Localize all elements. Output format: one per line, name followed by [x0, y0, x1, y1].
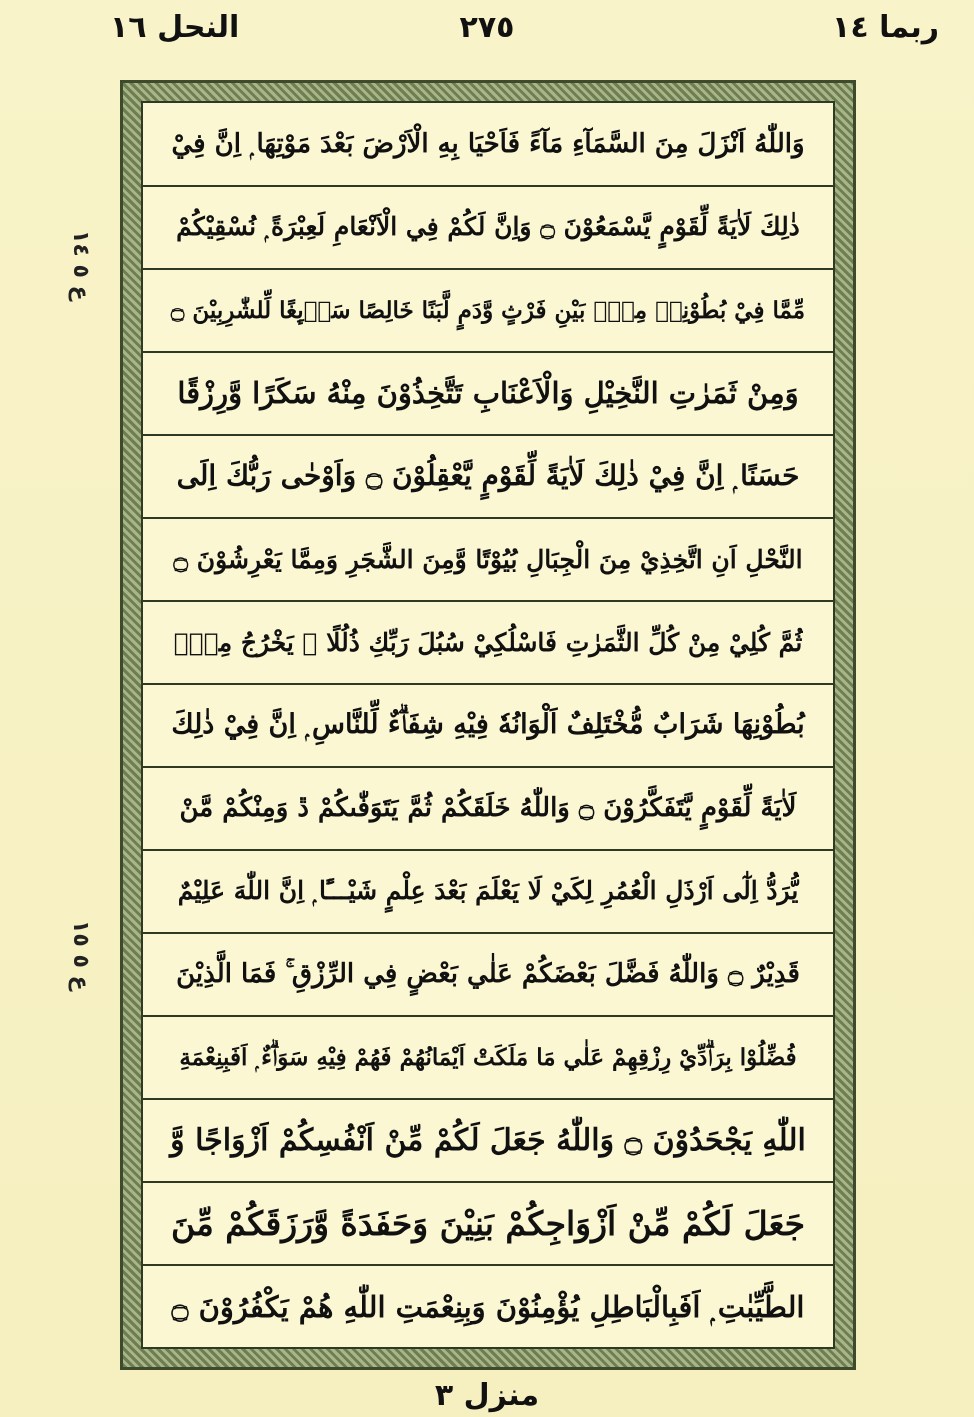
text-line: وَمِنْ ثَمَرٰتِ النَّخِيْلِ وَالْاَعْنَابِ تَتَّخِذُوْنَ مِنْهُ سَكَرًا وَّرِزْقًا [143, 352, 833, 436]
text-line: بُطُوْنِهَا شَرَابٌ مُّخْتَلِفٌ اَلْوَانُهٗ فِيْهِ شِفَاۗءٌ لِّلنَّاسِ ۭ اِنَّ فِيْ ذٰلِكَ [143, 684, 833, 768]
ruku-mark-upper: ع ٥ ١٤ [68, 230, 93, 301]
text-line: ثُمَّ كُلِيْ مِنْ كُلِّ الثَّمَرٰتِ فَاسْلُكِيْ سُبُلَ رَبِّكِ ذُلُلًا ۭ يَخْرُجُ مِنْۢ [143, 601, 833, 685]
ruku-mark-lower: ع ٥ ١٥ [68, 920, 93, 991]
text-line: وَاللّٰهُ اَنْزَلَ مِنَ السَّمَآءِ مَآءً فَاَحْيَا بِهِ الْاَرْضَ بَعْدَ مَوْتِهَا ۭ اِنَّ فِيْ [143, 103, 833, 187]
manzil-footer: منزل ٣ [434, 1378, 540, 1413]
text-line: قَدِيْرٌ ۝ وَاللّٰهُ فَضَّلَ بَعْضَكُمْ عَلٰي بَعْضٍ فِي الرِّزْقِ ۚ فَمَا الَّذِيْنَ [143, 933, 833, 1017]
text-line: الطَّيِّبٰتِ ۭ اَفَبِالْبَاطِلِ يُؤْمِنُوْنَ وَبِنِعْمَتِ اللّٰهِ هُمْ يَكْفُرُوْنَ ۝ [171, 1289, 805, 1324]
text-line: اللّٰهِ يَجْحَدُوْنَ ۝ وَاللّٰهُ جَعَلَ لَكُمْ مِّنْ اَنْفُسِكُمْ اَزْوَاجًا وَّ [143, 1099, 833, 1183]
text-line: يُّرَدُّ اِلٰٓى اَرْذَلِ الْعُمُرِ لِكَيْ لَا يَعْلَمَ بَعْدَ عِلْمٍ شَيْـــًٔا ۭ اِنَّ اللّٰهَ عَلِيْمٌ [143, 850, 833, 934]
page-number: ٢٧٥ [459, 10, 515, 45]
ornamental-border [120, 80, 856, 1370]
text-line: النَّحْلِ اَنِ اتَّخِذِيْ مِنَ الْجِبَالِ بُيُوْتًا وَّمِنَ الشَّجَرِ وَمِمَّا يَعْرِشُوْنَ ۝ [143, 518, 833, 602]
text-line: فُضِّلُوْا بِرَاۗدِّيْ رِزْقِهِمْ عَلٰي مَا مَلَكَتْ اَيْمَانُهُمْ فَهُمْ فِيْهِ سَوَاۗءٌ ۭ اَفَبِنِعْمَةِ [143, 1016, 833, 1100]
surah-header: النحل ١٦ [110, 10, 240, 45]
juz-header: ربما ١٤ [832, 10, 939, 45]
text-line: مِّمَّا فِيْ بُطُوْنِهٖ مِنْۢ بَيْنِ فَرْثٍ وَّدَمٍ لَّبَنًا خَالِصًا سَاۗىِٕغًا لِّلشّٰرِبِيْنَ ۝ [143, 269, 833, 353]
text-line: ذٰلِكَ لَاٰيَةً لِّقَوْمٍ يَّسْمَعُوْنَ ۝ وَاِنَّ لَكُمْ فِي الْاَنْعَامِ لَعِبْرَةً ۭ نُسْقِيْكُمْ [143, 186, 833, 270]
text-area [141, 101, 835, 1349]
text-line: جَعَلَ لَكُمْ مِّنْ اَزْوَاجِكُمْ بَنِيْنَ وَحَفَدَةً وَّرَزَقَكُمْ مِّنَ [143, 1182, 833, 1266]
text-line: لَاٰيَةً لِّقَوْمٍ يَّتَفَكَّرُوْنَ ۝ وَاللّٰهُ خَلَقَكُمْ ثُمَّ يَتَوَفّٰىكُمْ ڐ وَمِنْكُمْ مَّنْ [143, 767, 833, 851]
text-line: حَسَنًا ۭ اِنَّ فِيْ ذٰلِكَ لَاٰيَةً لِّقَوْمٍ يَّعْقِلُوْنَ ۝ وَاَوْحٰى رَبُّكَ اِلَى [143, 435, 833, 519]
